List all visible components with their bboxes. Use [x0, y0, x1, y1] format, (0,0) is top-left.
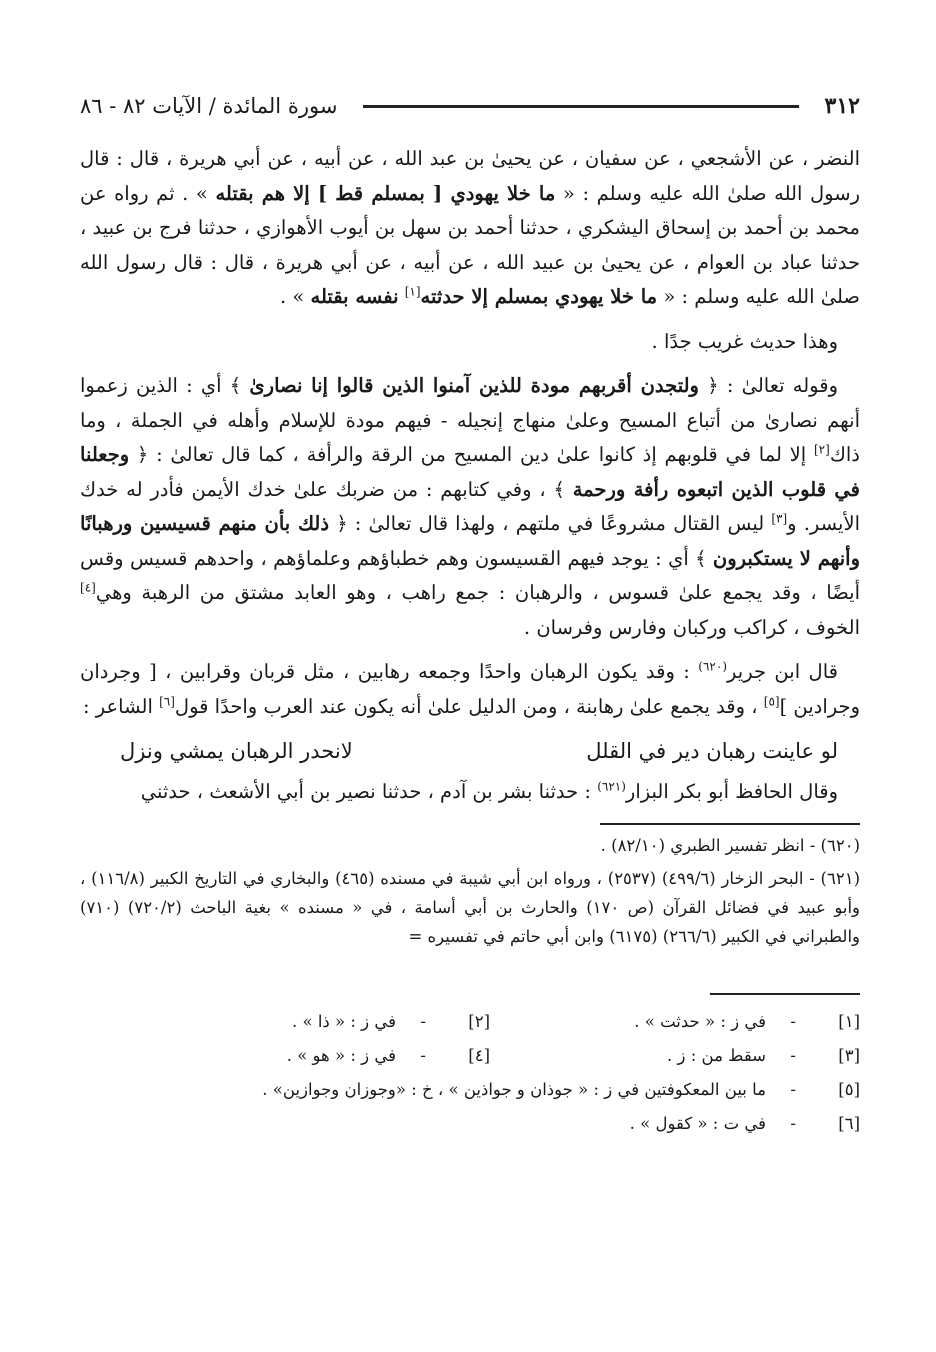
variant-row — [80, 1107, 860, 1141]
variant-number: [٦] — [838, 1114, 860, 1133]
text-run: النضر ، عن الأشجعي ، عن سفيان ، عن يحيىٰ بن عبد الله ، عن أبيه ، عن أبي هريرة ، قال : قال رسول الله صلىٰ الله عليه وسلم : « — [80, 147, 860, 205]
variant-item — [120, 1039, 490, 1073]
variant-ref: [٥] — [763, 694, 780, 708]
variant-text: ما بين المعكوفتين في ز : « جوذان و جواذين » ، خ : «وجوزان وجوازين» . — [262, 1080, 766, 1099]
textual-variants — [80, 1005, 860, 1141]
quran-verse: ذلك بأن منهم قسيسين ورهبانًا وأنهم لا يستكبرون — [80, 512, 860, 570]
text-run: قال ابن جرير — [727, 660, 838, 683]
text-run: » . ثم رواه عن محمد بن أحمد بن إسحاق اليشكري ، حدثنا أحمد بن سهل بن أيوب الأهوازي ، حدثنا فرج بن عبيد ، حدثنا عباد بن العوام ، عن يحيىٰ بن عبيد الله ، عن أبيه ، عن أبي هريرة ، قال : قال رسول الله صلىٰ الله عليه وسلم : « — [80, 181, 860, 308]
variant-item — [490, 1005, 860, 1039]
text-run: ، وقد يجمع علىٰ رهابنة ، ومن الدليل علىٰ أنه يكون عند العرب واحدًا قول — [174, 694, 758, 718]
text-run: ﴾ ، وفي كتابهم : من ضربك علىٰ خدك الأيمن فأدر له خدك الأيسر. و — [80, 477, 861, 535]
hadith-quote: ما خلا يهودي [ بمسلم قط ] إلا هم بقتله — [215, 181, 556, 205]
variant-row — [80, 1039, 860, 1073]
variant-ref: [٢] — [813, 442, 830, 457]
variant-number: [٤] — [468, 1046, 490, 1065]
variant-dash: - — [790, 1114, 796, 1133]
variant-ref: [٤] — [80, 580, 96, 595]
text-run: ليس القتال مشروعًا في ملتهم ، ولهذا قال تعالىٰ : ﴿ — [336, 512, 765, 535]
text-run: الخوف ، كراكب وركبان وفارس وفرسان . — [523, 615, 860, 639]
variants-separator — [710, 993, 860, 995]
variant-number: [١] — [838, 1012, 860, 1031]
text-run: : حدثنا بشر بن آدم ، حدثنا نصير بن أبي الأشعث ، حدثني — [140, 779, 591, 803]
quran-verse: وجعلنا في قلوب الذين اتبعوه رأفة ورحمة — [80, 443, 861, 501]
variant-row — [80, 1073, 860, 1107]
variant-number: [٢] — [468, 1012, 490, 1031]
variant-text: في ز : « حدثت » . — [634, 1012, 766, 1031]
footnote-ref: (٦٢٠) — [698, 659, 728, 674]
paragraph-3 — [80, 369, 860, 645]
paragraph-1 — [80, 142, 860, 315]
verse-second-hemistich: لانحدر الرهبان يمشي ونزل — [120, 739, 353, 763]
variant-item — [80, 1107, 860, 1141]
variant-dash: - — [420, 1046, 426, 1065]
text-run: وقوله تعالىٰ : ﴿ — [707, 374, 838, 397]
footnotes — [80, 831, 860, 951]
variant-text: في ز : « هو » . — [286, 1046, 396, 1065]
variant-ref: [٦] — [159, 694, 175, 708]
variant-dash: - — [790, 1012, 796, 1031]
variant-number: [٥] — [838, 1080, 860, 1099]
variant-item — [80, 1073, 860, 1107]
quran-verse: ولتجدن أقربهم مودة للذين آمنوا الذين قالوا إنا نصارىٰ — [249, 374, 699, 397]
hadith-quote: ما خلا يهودي بمسلم إلا حدثته — [420, 285, 658, 308]
footnote-separator — [600, 823, 860, 825]
text-run: الشاعر : — [83, 694, 153, 718]
variant-dash: - — [790, 1080, 796, 1099]
variant-text: سقط من : ز . — [667, 1046, 766, 1065]
variant-dash: - — [420, 1012, 426, 1031]
poetry-verse — [80, 734, 860, 769]
main-text — [80, 142, 860, 809]
text-run: ﴾ أي : الذين زعموا أنهم نصارىٰ من أتباع المسيح وعلىٰ منهاج إنجيله - فيهم مودة للإسلام وأهله في الجملة ، وما ذاك — [80, 374, 860, 466]
footnote-620: (٦٢٠) - انظر تفسير الطبري (٨٢/١٠) . — [600, 836, 860, 855]
text-run: وقال الحافظ أبو بكر البزار — [625, 779, 838, 803]
page-number: ٣١٢ — [824, 93, 860, 119]
variant-item — [490, 1039, 860, 1073]
variant-number: [٣] — [838, 1046, 860, 1065]
variant-row — [80, 1005, 860, 1039]
book-page — [80, 86, 860, 1316]
variant-text: في ز : « ذا » . — [291, 1012, 396, 1031]
paragraph-4 — [80, 655, 860, 724]
header-rule — [363, 105, 798, 108]
variant-ref: [٣] — [771, 511, 788, 526]
verse-first-hemistich: لو عاينت رهبان دير في القلل — [586, 739, 838, 763]
paragraph-2: وهذا حديث غريب جدًا . — [651, 329, 838, 353]
hadith-quote: نفسه بقتله — [310, 285, 399, 308]
paragraph-5 — [80, 775, 860, 810]
running-header — [80, 86, 860, 126]
variant-dash: - — [790, 1046, 796, 1065]
text-run: إلا لما في قلوبهم إذ كانوا علىٰ دين المسيح من الرقة والرأفة ، كما قال تعالىٰ : ﴿ — [136, 443, 807, 466]
variant-ref: [١] — [404, 284, 421, 299]
text-run: : وقد يكون الرهبان واحدًا وجمعه رهابين ، مثل قربان وقرابين ، [ وجردان وجرادين ] — [80, 660, 860, 718]
text-run: » . — [279, 285, 305, 308]
variant-item — [120, 1005, 490, 1039]
footnote-ref: (٦٢١) — [597, 779, 626, 793]
variant-text: في ت : « كقول » . — [629, 1114, 766, 1133]
text-run: ﴾ أي : يوجد فيهم القسيسون وهم خطباؤهم وعلماؤهم ، واحدهم قسيس وقس أيضًا ، وقد يجمع علىٰ قسوس ، والرهبان : جمع راهب ، وهو العابد مشتق من الرهبة وهي — [80, 546, 860, 604]
running-title: سورة المائدة / الآيات ٨٢ - ٨٦ — [80, 94, 338, 118]
footnote-621: (٦٢١) - البحر الزخار (٤٩٩/٦) (٢٥٣٧) ، ورواه ابن أبي شيبة في مسنده (٤٦٥) والبخاري في التاريخ الكبير (١١٦/٨) ، وأبو عبيد في فضائل القرآن (ص ١٧٠) والحارث بن أبي أسامة ، في « مسنده » بغية الباحث (٧٢٠/٢) (٧١٠) والطبراني في الكبير (٢٦٦/٦) (٦١٧٥) وابن أبي حاتم في تفسيره = — [80, 869, 860, 946]
